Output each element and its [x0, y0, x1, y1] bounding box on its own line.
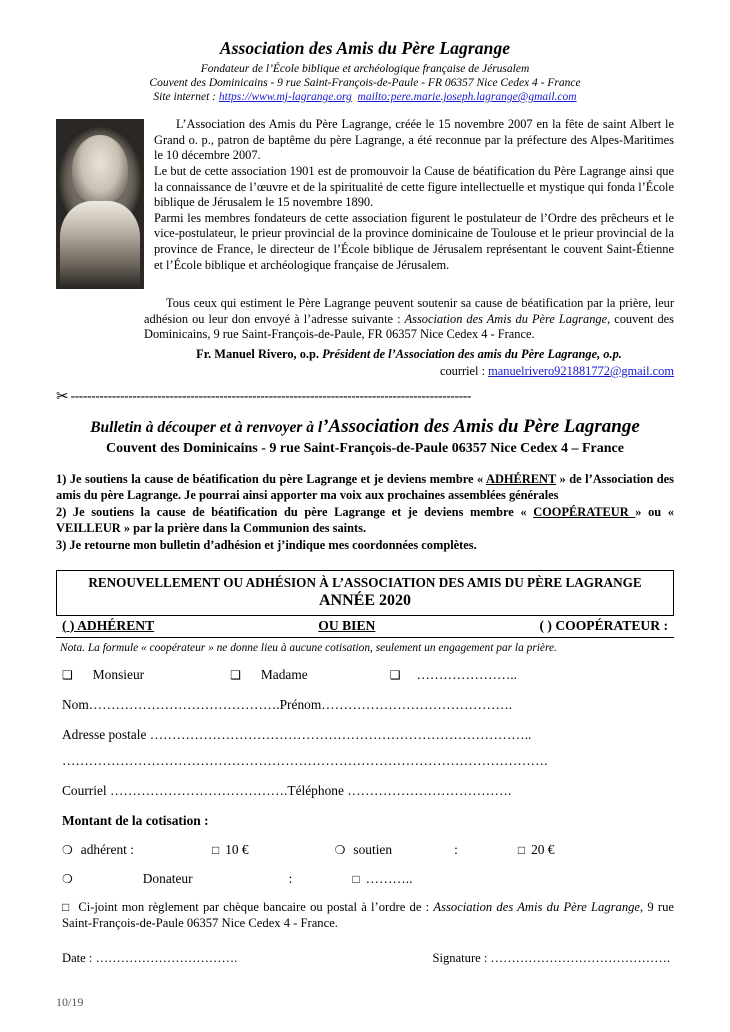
montant-label: Montant de la cotisation :	[62, 812, 209, 828]
pere-lagrange-photo	[56, 119, 144, 289]
association-subtitle: Fondateur de l’École biblique et archéologique française de Jérusalem	[200, 63, 530, 75]
bulletin-address: Couvent des Dominicains - 9 rue Saint-François-de-Paule 06357 Nice Cedex 4 – France	[106, 440, 624, 456]
membership-type-row	[56, 616, 674, 638]
president-role: Président de l’Association des amis du Père Lagrange, o.p.	[322, 346, 622, 361]
cut-line	[56, 387, 674, 406]
intro-text-3: Parmi les membres fondateurs de cette association figurent le postulateur de l’Ordre des prêcheurs et le vice-postulateur, le prieur provincial de la province dominicaine de Toulouse et le prieur provincial de la province de France, le directeur de l’École biblique de Jérusalem représentant le couvent Saint-Étienne et l’École biblique et archéologique française de Jérusalem.	[154, 210, 674, 272]
date-field[interactable]: Date : …………………………….	[62, 951, 238, 966]
circle-soutien-icon[interactable]: ❍	[334, 842, 346, 857]
courriel-label: courriel :	[439, 363, 489, 378]
support-association-name: Association des Amis du Père Lagrange	[404, 311, 608, 326]
clause-2-b: » ou « VEILLEUR » par la prière dans la Communion des saints.	[56, 505, 674, 536]
association-address: Couvent des Dominicains - 9 rue Saint-François-de-Paule - FR 06357 Nice Cedex 4 - France	[149, 77, 581, 89]
cheque-payee: Association des Amis du Père Lagrange	[433, 899, 641, 914]
label-soutien: soutien	[353, 841, 393, 857]
autre-dots[interactable]: …………………..	[416, 666, 517, 682]
label-donateur: Donateur	[142, 870, 193, 886]
label-monsieur: Monsieur	[92, 666, 145, 682]
adresse-field-line2[interactable]: ……………………………………………………………………………………………….	[62, 752, 548, 768]
clause-2	[56, 504, 674, 536]
cheque-text-a: Ci-joint mon règlement par chèque bancaire ou postal à l’ordre de :	[78, 899, 434, 914]
square-10-icon[interactable]: □	[211, 842, 220, 857]
site-label: Site internet :	[153, 91, 219, 103]
form-title-year: ANNÉE 2020	[318, 591, 411, 609]
square-donateur-icon[interactable]: □	[352, 871, 360, 886]
clauses-section	[56, 471, 674, 554]
association-title: Association des Amis du Père Lagrange	[219, 38, 511, 58]
clause-2-a: 2) Je soutiens la cause de béatification du père Lagrange et je deviens membre «	[56, 505, 534, 520]
intro-section	[56, 117, 674, 289]
checkbox-madame-icon[interactable]: ❑	[230, 667, 241, 682]
document-header	[56, 38, 674, 103]
signature-field[interactable]: Signature : …………………………………….	[432, 951, 670, 966]
dashed-line: -------------------------------------------------------------------------------------------------	[70, 388, 472, 404]
adherent-option[interactable]: ( ) ADHÉRENT	[62, 617, 155, 633]
bulletin-title-big: ’Association des Amis du Père Lagrange	[322, 415, 640, 437]
cotisation-row-2	[62, 871, 674, 887]
date-signature-row	[62, 951, 670, 966]
adresse-field[interactable]: Adresse postale …………………………………………………………………………..	[62, 726, 532, 742]
label-adherent-amount: adhérent :	[80, 841, 134, 857]
cooperateur-option[interactable]: ( ) COOPÉRATEUR :	[539, 617, 668, 633]
label-madame: Madame	[260, 666, 308, 682]
checkbox-monsieur-icon[interactable]: ❑	[62, 667, 73, 682]
nom-prenom-field[interactable]: Nom…………………………………….Prénom…………………………………….	[62, 696, 513, 712]
cotisation-row-1	[62, 842, 674, 858]
circle-donateur-icon[interactable]: ❍	[62, 871, 73, 886]
checkbox-autre-icon[interactable]: ❑	[389, 667, 401, 682]
support-text-a: Tous ceux qui estiment le Père Lagrange peuvent soutenir sa cause de béatification par la prière, leur adhésion ou leur don envoyé à l’adresse suivante :	[144, 296, 674, 326]
president-email-link[interactable]: manuelrivero921881772@gmail.com	[488, 363, 674, 378]
intro-paragraph-1	[56, 117, 674, 164]
amount-10: 10 €	[225, 841, 249, 857]
intro-text-1: L’Association des Amis du Père Lagrange, créée le 15 novembre 2007 en la fête de saint Albert le Grand o. p., patron de baptême du père Lagrange, a été reconnue par la préfecture des Alpes-Maritimes le 10 décembre 2007.	[154, 117, 674, 163]
clause-1	[56, 471, 674, 503]
intro-paragraph-2	[56, 164, 674, 211]
amount-20: 20 €	[531, 841, 555, 857]
cheque-row	[62, 899, 674, 932]
support-paragraph	[144, 296, 674, 343]
courriel-telephone-field[interactable]: Courriel ………………………………….Téléphone ……………………………….	[62, 782, 512, 798]
president-name: Fr. Manuel Rivero, o.p.	[196, 346, 323, 361]
form-title-line1: RENOUVELLEMENT OU ADHÉSION À L’ASSOCIATION DES AMIS DU PÈRE LAGRANGE	[88, 574, 642, 590]
cheque-text-b: , 9 rue Saint-François-de-Paule 06357 Nice Cedex 4 - France.	[62, 899, 675, 931]
nota-text: Nota. La formule « coopérateur » ne donne lieu à aucune cotisation, seulement un engagement par la prière.	[60, 641, 557, 654]
form-title-box	[56, 570, 674, 616]
soutien-separator: :	[454, 841, 458, 857]
donateur-separator: :	[288, 870, 293, 886]
clause-2-keyword: COOPÉRATEUR	[533, 505, 636, 520]
header-links	[56, 91, 674, 103]
intro-text-2: Le but de cette association 1901 est de promouvoir la Cause de béatification du Père Lagrange ainsi que la connaissance de l’œuvre et de la spiritualité de cette figure intellectuelle et mystique qui fonda l’École biblique de Jérusalem le 15 novembre 1890.	[154, 163, 674, 210]
clause-3: 3) Je retourne mon bulletin d’adhésion et j’indique mes coordonnées complètes.	[56, 538, 477, 553]
clause-1-keyword: ADHÉRENT	[486, 471, 557, 486]
square-cheque-icon[interactable]: □	[62, 899, 71, 914]
president-signature	[144, 347, 674, 362]
intro-paragraph-3	[56, 211, 674, 274]
square-20-icon[interactable]: □	[517, 842, 526, 857]
bulletin-title	[56, 416, 674, 438]
civility-row	[62, 667, 674, 683]
clause-1-b: » de l’Association des amis du père Lagrange. Je pourrai ainsi apporter ma voix aux prochaines assemblées générales	[56, 471, 674, 502]
ou-bien-label: OU BIEN	[318, 617, 376, 633]
page-number: 10/19	[56, 995, 84, 1009]
email-link[interactable]: mailto:pere.marie.joseph.lagrange@gmail.com	[357, 91, 577, 103]
circle-adherent-icon[interactable]: ❍	[62, 842, 73, 857]
support-text-b: , couvent des Dominicains, 9 rue Saint-François-de-Paule, FR 06357 Nice Cedex 4 - France.	[144, 311, 674, 342]
scissors-icon: ✂	[56, 388, 69, 405]
donateur-amount-dots[interactable]: ………..	[365, 870, 413, 886]
bulletin-title-small: Bulletin à découper et à renvoyer à l	[90, 418, 323, 436]
website-link[interactable]: https://www.mj-lagrange.org	[218, 91, 352, 103]
clause-1-a: 1) Je soutiens la cause de béatification du père Lagrange et je deviens membre «	[56, 471, 487, 486]
president-email-line	[56, 364, 674, 379]
